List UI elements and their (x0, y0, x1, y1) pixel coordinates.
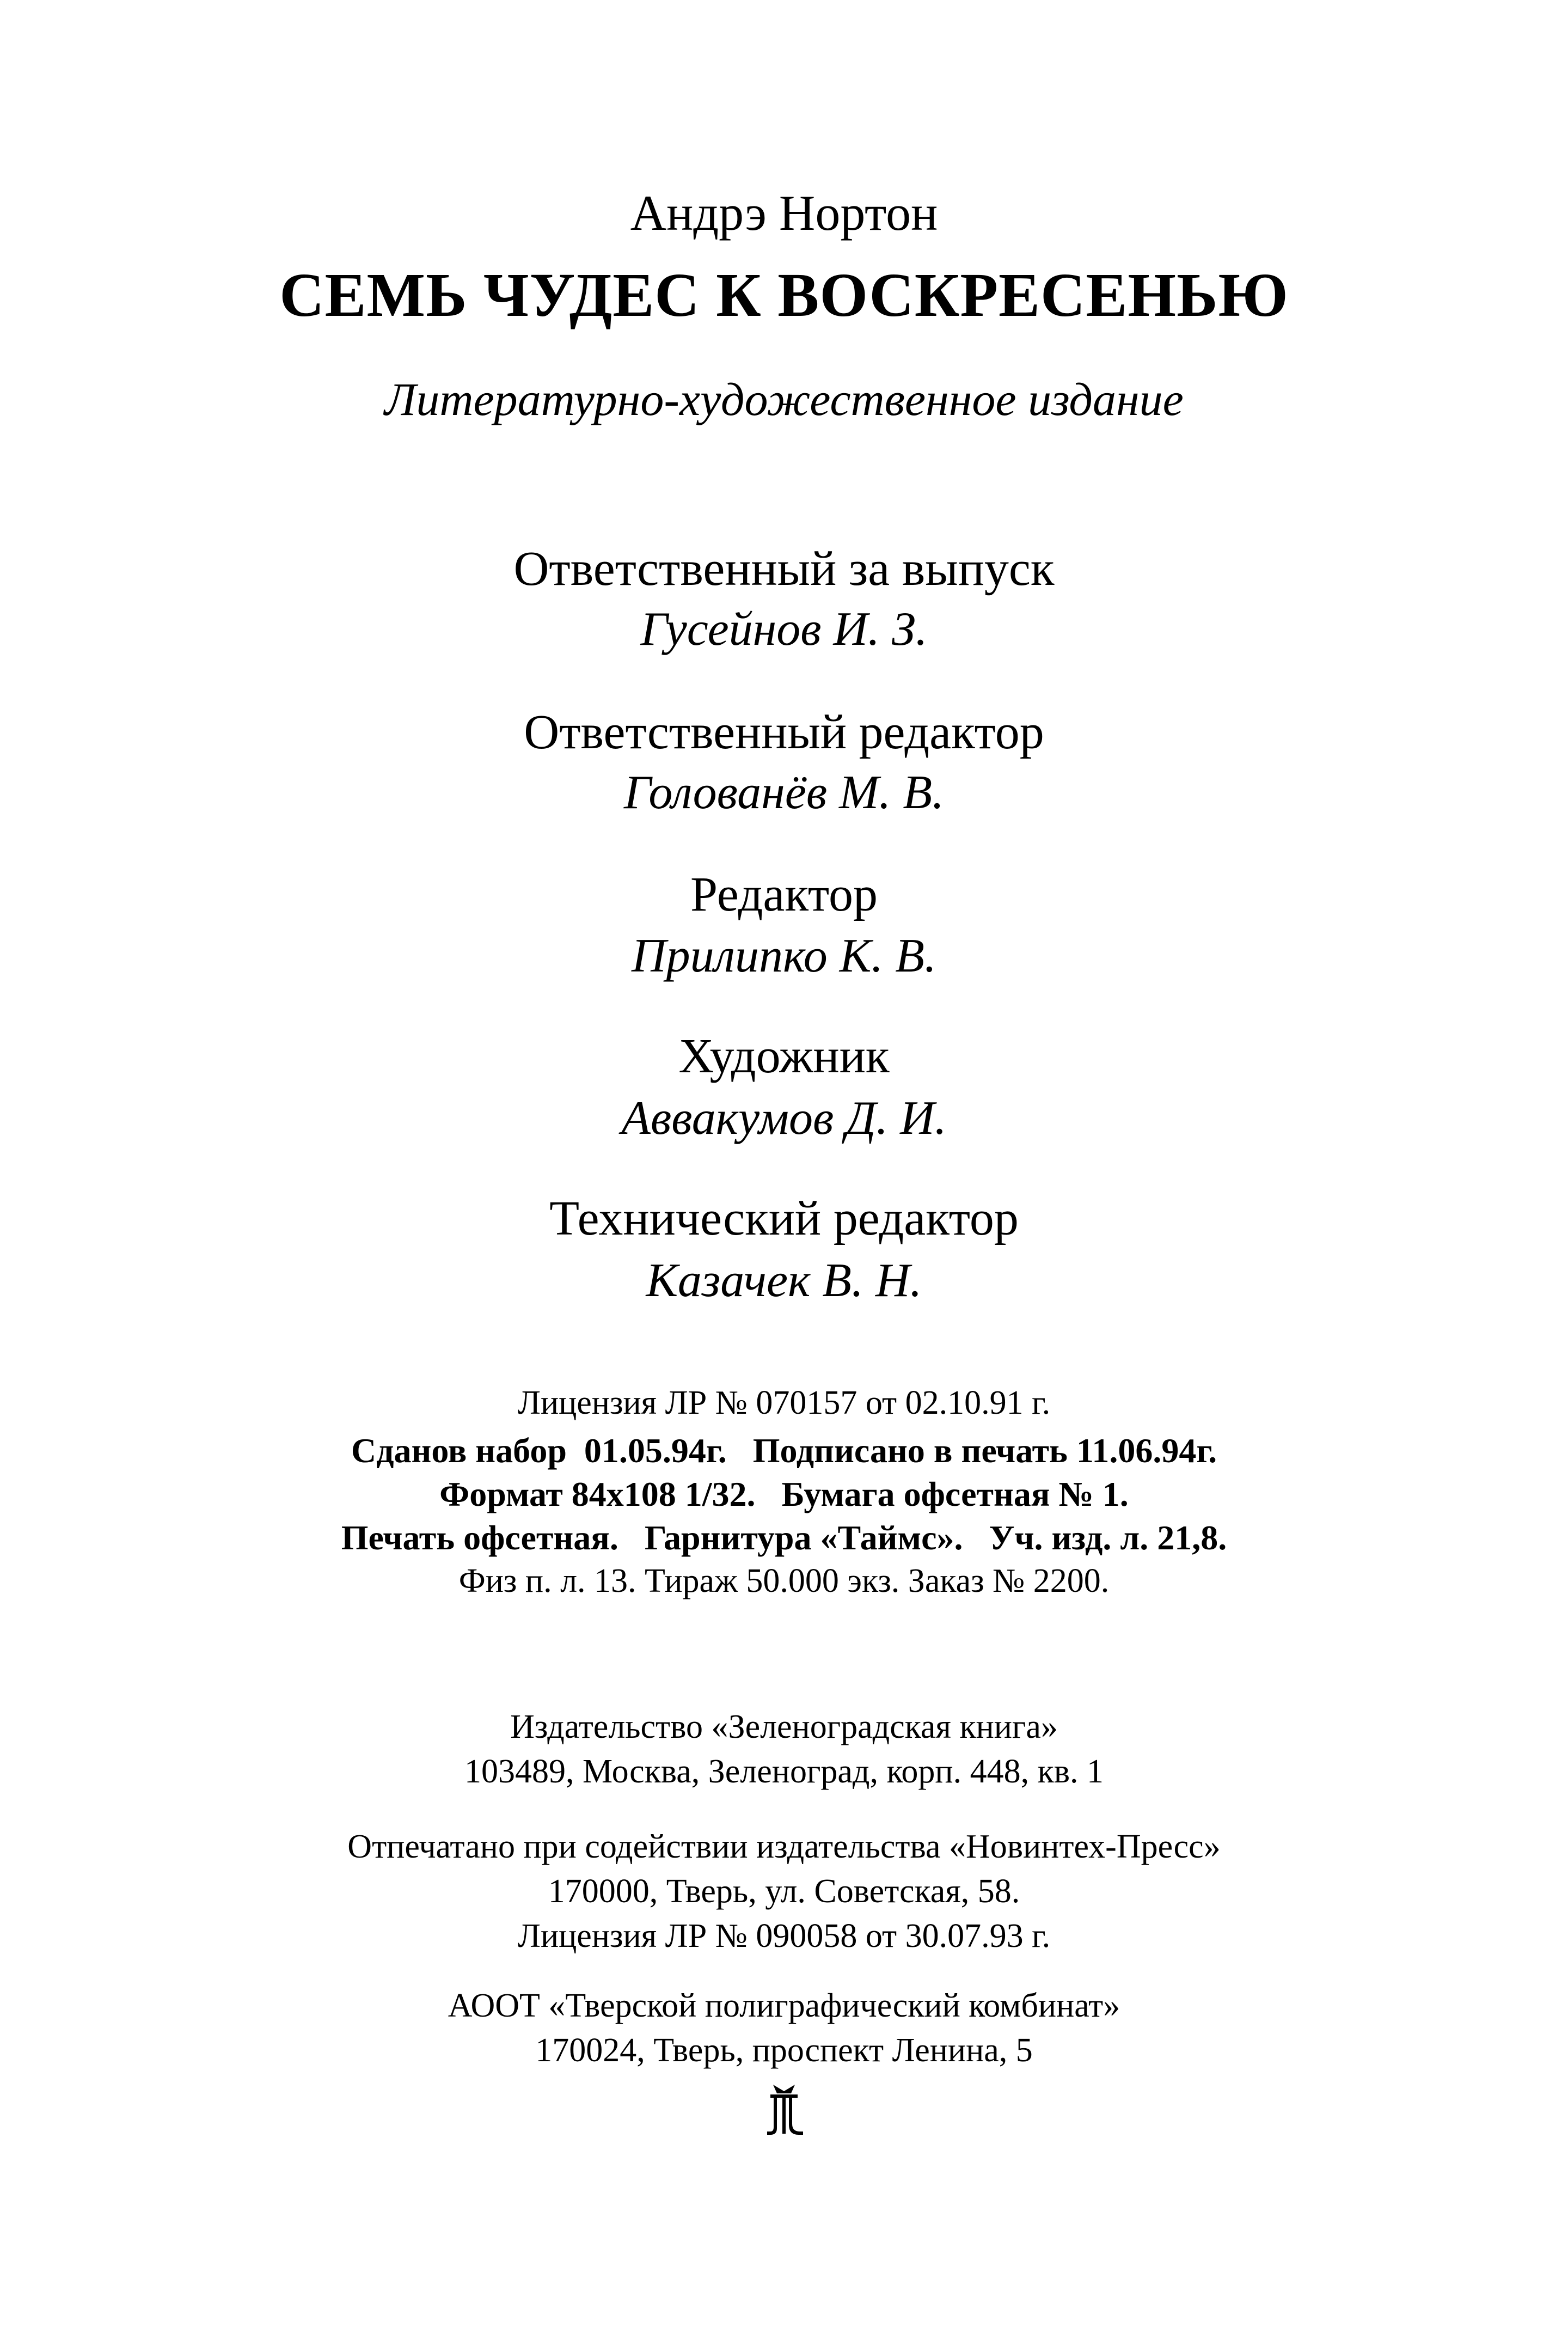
publisher-address: 103489, Москва, Зеленоград, корп. 448, кв. 1 (464, 1753, 1104, 1790)
book-author: Андрэ Нортон (630, 185, 938, 241)
credit-role: Технический редактор (549, 1192, 1019, 1245)
credit-name: Аввакумов Д. И. (621, 1092, 947, 1145)
dates-line: Сданов набор 01.05.94г. Подписано в печать 11.06.94г. (351, 1431, 1217, 1470)
credit-role: Ответственный редактор (524, 705, 1044, 759)
credit-role: Ответственный за выпуск (513, 542, 1055, 596)
credit-role: Редактор (690, 868, 878, 921)
format-line: Формат 84x108 1/32. Бумага офсетная № 1. (439, 1475, 1129, 1513)
credit-role: Художник (678, 1029, 890, 1083)
print-line: Печать офсетная. Гарнитура «Таймс». Уч. изд. л. 21,8. (341, 1518, 1227, 1557)
book-title: СЕМЬ ЧУДЕС К ВОСКРЕСЕНЬЮ (279, 260, 1289, 329)
printed-with-line: Отпечатано при содействии издательства «Новинтех-Пресс» (347, 1828, 1221, 1865)
book-subtitle: Литературно-художественное издание (384, 373, 1184, 425)
printer-name: АООТ «Тверской полиграфический комбинат» (448, 1987, 1120, 2024)
license-line: Лицензия ЛР № 070157 от 02.10.91 г. (517, 1384, 1051, 1421)
circulation-line: Физ п. л. 13. Тираж 50.000 экз. Заказ № 2200. (458, 1562, 1110, 1599)
printer-emblem-icon (759, 2080, 808, 2140)
credit-name: Прилипко К. В. (632, 930, 936, 982)
credit-name: Голованёв М. В. (623, 766, 945, 819)
printed-with-address: 170000, Тверь, ул. Советская, 58. (548, 1873, 1020, 1910)
printed-with-license: Лицензия ЛР № 090058 от 30.07.93 г. (517, 1917, 1051, 1955)
credit-name: Казачек В. Н. (646, 1254, 922, 1307)
credit-name: Гусейнов И. З. (640, 603, 928, 656)
publisher-name: Издательство «Зеленоградская книга» (510, 1708, 1058, 1745)
printer-address: 170024, Тверь, проспект Ленина, 5 (535, 2032, 1033, 2069)
